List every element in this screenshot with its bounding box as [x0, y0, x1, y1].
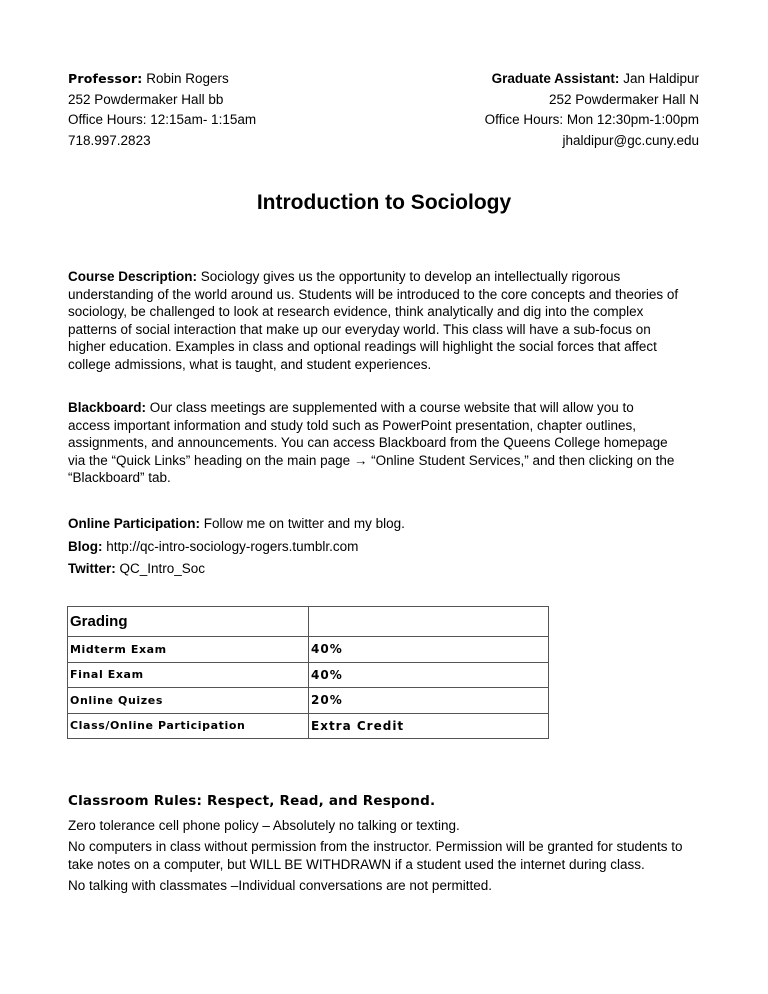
blog-link[interactable]: http://qc-intro-sociology-rogers.tumblr.com	[106, 538, 359, 554]
professor-label: Professor:	[68, 71, 143, 86]
blackboard-line: via the “Quick Links” heading on the main page → “Online Student Services,” and then clicking on the	[68, 452, 675, 468]
blackboard-line: assignments, and announcements. You can access Blackboard from the Queens College homepage	[68, 435, 668, 450]
blackboard-section	[68, 399, 708, 487]
professor-hours: Office Hours: 12:15am- 1:15am	[68, 112, 257, 127]
description-line: understanding of the world around us. Students will be introduced to the core concepts and theories of	[68, 286, 679, 302]
grading-weight: 40%	[309, 662, 549, 688]
blackboard-line: Our class meetings are supplemented with a course website that will allow you to	[149, 400, 634, 415]
professor-line	[68, 69, 256, 90]
twitter-label: Twitter:	[68, 561, 116, 576]
description-line: Sociology gives us the opportunity to develop an intellectually rigorous	[200, 269, 621, 284]
grading-header-empty	[309, 607, 549, 637]
blog-label: Blog:	[68, 538, 103, 554]
description-line: sociology, be challenged to look at research evidence, think analytically and dig into the complex	[68, 304, 644, 319]
table-row	[68, 662, 549, 688]
grading-item: Final Exam	[68, 662, 309, 688]
table-row	[68, 637, 549, 663]
online-participation-text: Follow me on twitter and my blog.	[203, 516, 405, 531]
course-description	[68, 268, 708, 373]
online-participation	[68, 513, 708, 581]
assistant-hours: Office Hours: Mon 12:30pm-1:00pm	[484, 112, 699, 127]
assistant-email[interactable]: jhaldipur@gc.cuny.edu	[562, 132, 699, 148]
table-row	[68, 688, 549, 714]
rule-item	[68, 817, 708, 835]
grading-table	[67, 606, 549, 739]
rules-heading: Classroom Rules: Respect, Read, and Respond.	[68, 793, 436, 809]
assistant-info	[485, 69, 699, 151]
online-participation-label: Online Participation:	[68, 516, 201, 531]
grading-header: Grading	[68, 607, 309, 637]
grading-weight: 40%	[309, 637, 549, 663]
grading-item: Midterm Exam	[68, 637, 309, 663]
professor-name: Robin Rogers	[146, 71, 229, 86]
grading-weight: 20%	[309, 688, 549, 714]
rule-item	[68, 877, 708, 895]
rule-item	[68, 838, 708, 873]
grading-weight: Extra Credit	[309, 713, 549, 739]
assistant-office: 252 Powdermaker Hall N	[548, 91, 699, 107]
assistant-name: Jan Haldipur	[623, 71, 699, 86]
twitter-handle[interactable]: QC_Intro_Soc	[119, 561, 206, 576]
blackboard-line: access important information and study told such as PowerPoint presentation, chapter outlines,	[68, 417, 637, 433]
table-row	[68, 713, 549, 739]
rule-line: Zero tolerance cell phone policy – Absolutely no talking or texting.	[68, 817, 460, 833]
page-title: Introduction to Sociology	[256, 191, 512, 214]
assistant-line	[485, 69, 699, 90]
rule-line: No talking with classmates –Individual conversations are not permitted.	[68, 878, 492, 893]
description-line: college admissions, what is taught, and student experiences.	[68, 356, 432, 372]
table-header-row	[68, 607, 549, 637]
rule-line: No computers in class without permission from the instructor. Permission will be granted for students to	[68, 839, 683, 854]
professor-info	[68, 69, 256, 151]
assistant-label: Graduate Assistant:	[491, 71, 620, 86]
description-line: patterns of social interaction that make up our everyday world. This class will have a sub-focus on	[68, 321, 651, 337]
blackboard-label: Blackboard:	[68, 400, 147, 415]
rule-line: take notes on a computer, but WILL BE WITHDRAWN if a student used the internet during class.	[68, 856, 645, 872]
blackboard-line: “Blackboard” tab.	[68, 470, 171, 485]
grading-item: Class/Online Participation	[68, 713, 309, 739]
classroom-rules	[68, 793, 708, 899]
description-line: higher education. Examples in class and optional readings will highlight the social forces that affect	[68, 339, 657, 354]
course-description-label: Course Description:	[68, 269, 198, 284]
professor-office: 252 Powdermaker Hall bb	[68, 91, 224, 107]
professor-phone: 718.997.2823	[68, 132, 151, 148]
grading-item: Online Quizes	[68, 688, 309, 714]
